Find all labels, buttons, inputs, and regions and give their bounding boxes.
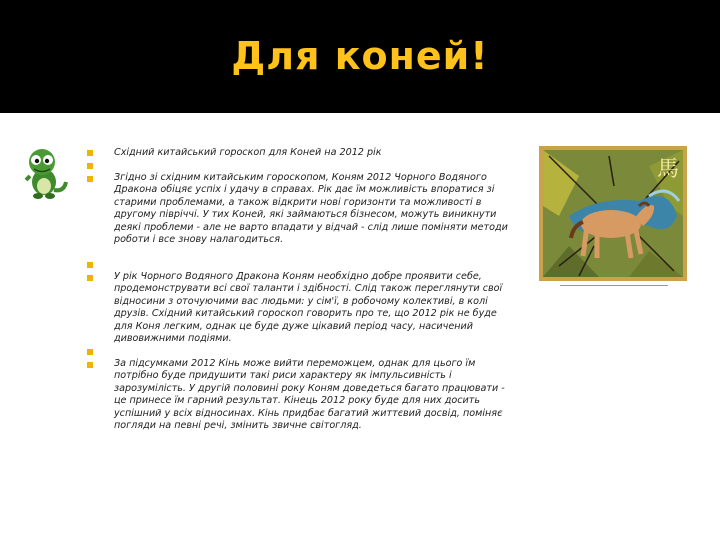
bullet	[87, 362, 93, 368]
bullet	[87, 163, 93, 169]
image-caption-line	[560, 284, 668, 286]
dragon-mascot-icon	[22, 146, 68, 200]
paragraph: За підсумками 2012 Кінь може вийти переможцем, однак для цього їм потрібно буде придушити такі риси характеру як імпульсивність і зарозумілість. У другій половині року Коням доведеться багато працювати - це принесе їм гарний результат. Кінець 2012 року буде для них досить успішний у всіх відносинах. Кінь придбає багатий життєвий досвід, поміняє погляди на певні речі, змінить звичне світогляд.	[114, 358, 505, 432]
bullet	[87, 262, 93, 268]
paragraph: Згідно зі східним китайським гороскопом, Коням 2012 Чорного Водяного Дракона обіцяє успіх і удачу в справах. Рік дає їм можливість впоратися зі старими проблемами, а також відкрити нові горизонти та можливості в другому півріччі. У тих Коней, які займаються бізнесом, можуть виникнути деякі проблеми - але не варто впадати у відчай - слід лише поміняти методи роботи і все знову налагодиться.	[114, 172, 508, 246]
horse-illustration	[539, 146, 687, 281]
bullet	[87, 150, 93, 156]
paragraph-heading: Східний китайський гороскоп для Коней на 2012 рік	[114, 147, 382, 158]
bullet	[87, 275, 93, 281]
bullet	[87, 176, 93, 182]
bullet	[87, 349, 93, 355]
horse-glyph: 馬	[657, 157, 680, 182]
paragraph: У рік Чорного Водяного Дракона Коням необхідно добре проявити себе, продемонструвати всі свої таланти і здібності. Слід також переглянути свої відносини з оточуючими вас людьми: у сім'ї, в робочому колективі, в колі друзів. Східний китайський гороскоп говорить про те, що 2012 рік не буде для Коня легким, однак це буде дуже цікавий період часу, насичений дивовижними подіями.	[114, 271, 503, 345]
slide-title: Для коней!	[231, 34, 489, 78]
